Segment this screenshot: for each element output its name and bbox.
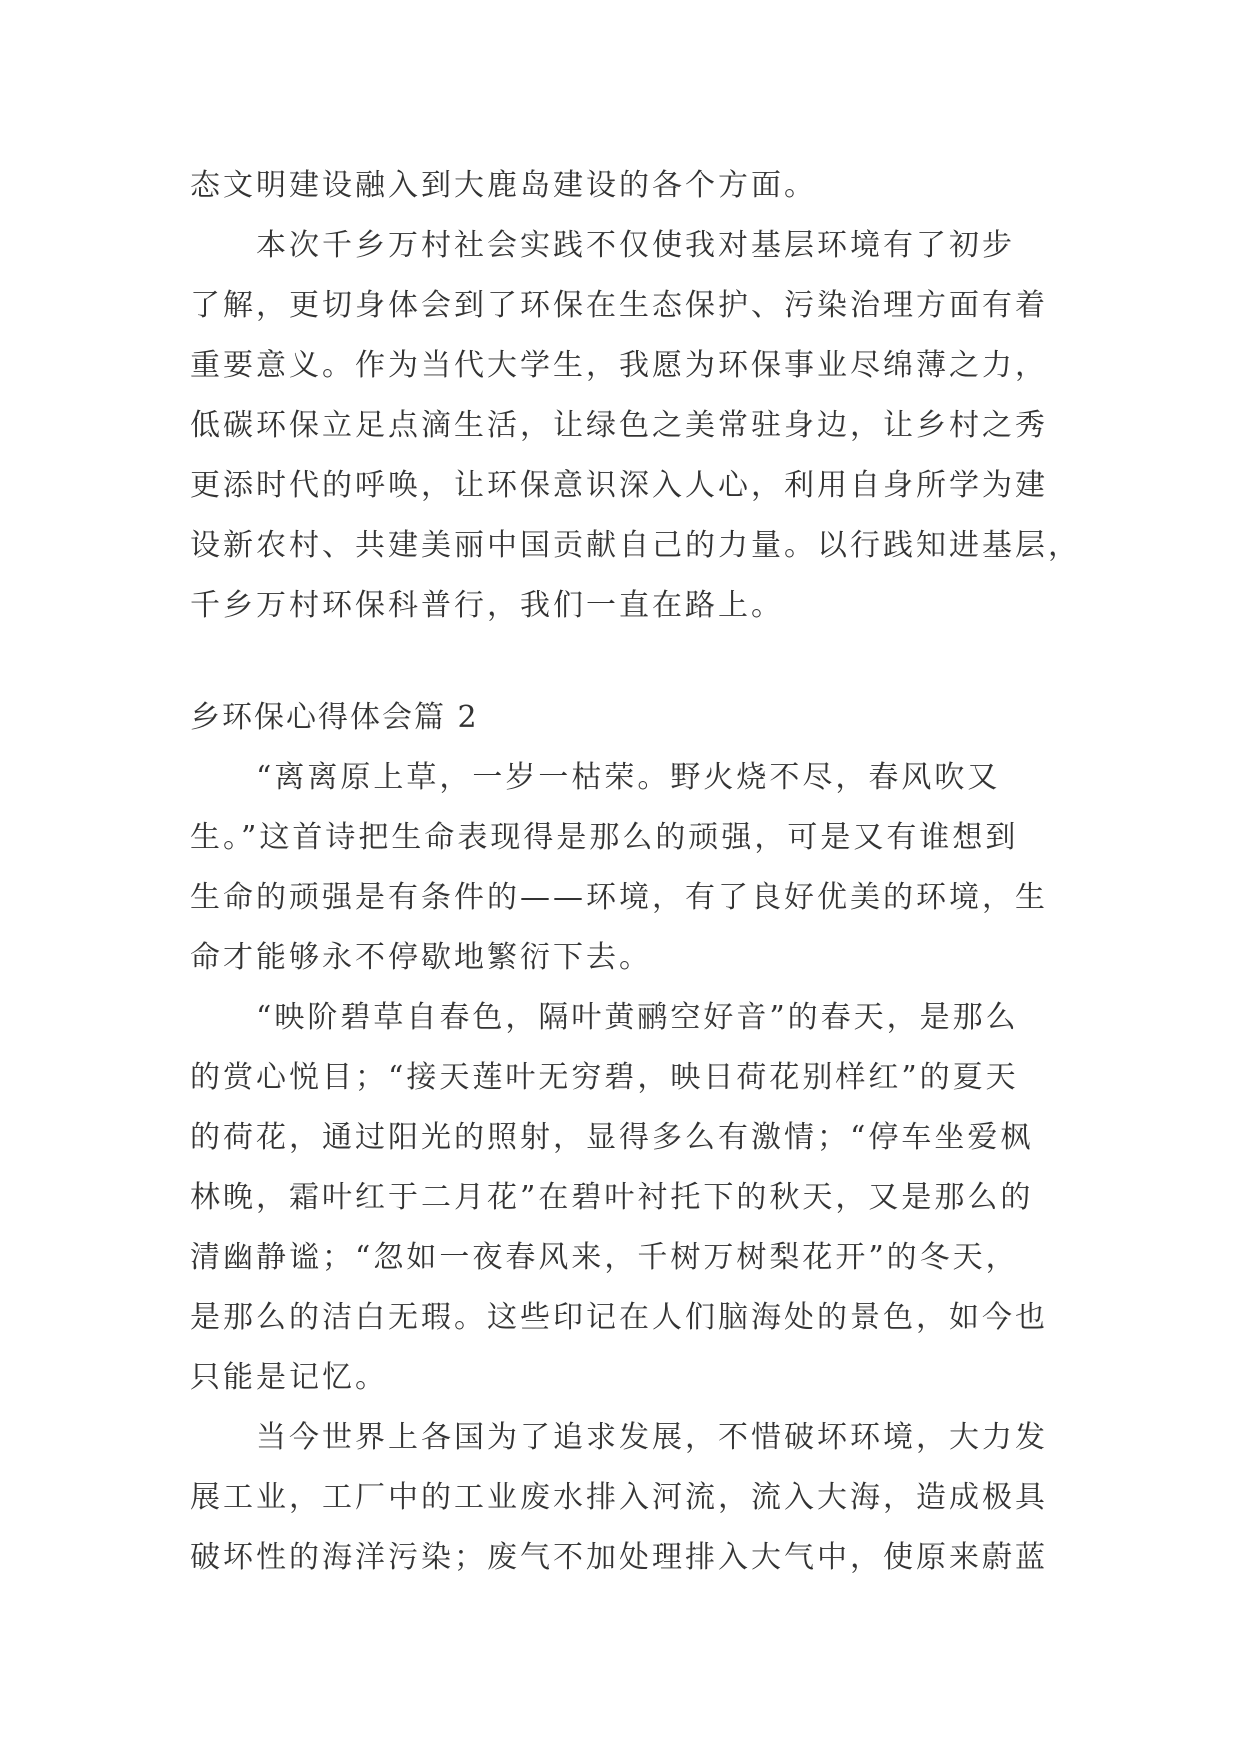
text-line: 的荷花，通过阳光的照射，显得多么有激情；“停车坐爱枫 [190, 1120, 1034, 1155]
text-line: “映阶碧草自春色，隔叶黄鹂空好音”的春天，是那么 [190, 1000, 1019, 1035]
text-line: 重要意义。作为当代大学生，我愿为环保事业尽绵薄之力， [190, 348, 1048, 383]
text-line: 本次千乡万村社会实践不仅使我对基层环境有了初步 [190, 228, 1015, 263]
text-line: 命才能够永不停歇地繁衍下去。 [190, 940, 652, 975]
section-heading: 乡环保心得体会篇 2 [190, 700, 479, 735]
text-line: 展工业，工厂中的工业废水排入河流，流入大海，造成极具 [190, 1480, 1048, 1515]
text-line: 了解，更切身体会到了环保在生态保护、污染治理方面有着 [190, 288, 1048, 323]
text-line: 更添时代的呼唤，让环保意识深入人心，利用自身所学为建 [190, 468, 1048, 503]
text-line: “离离原上草，一岁一枯荣。野火烧不尽，春风吹又 [190, 760, 1001, 795]
text-line: 只能是记忆。 [190, 1360, 388, 1395]
text-line: 生命的顽强是有条件的——环境，有了良好优美的环境，生 [190, 880, 1048, 915]
text-line: 是那么的洁白无瑕。这些印记在人们脑海处的景色，如今也 [190, 1300, 1048, 1335]
paragraph-block-2 [190, 748, 1050, 1588]
text-line: 态文明建设融入到大鹿岛建设的各个方面。 [190, 168, 817, 203]
text-line: 低碳环保立足点滴生活，让绿色之美常驻身边，让乡村之秀 [190, 408, 1048, 443]
text-line: 设新农村、共建美丽中国贡献自己的力量。以行践知进基层， [190, 528, 1081, 563]
paragraph-block-1 [190, 156, 1081, 636]
text-line: 破坏性的海洋污染；废气不加处理排入大气中，使原来蔚蓝 [190, 1540, 1048, 1575]
text-line: 生。”这首诗把生命表现得是那么的顽强，可是又有谁想到 [190, 820, 1019, 855]
text-line: 林晚，霜叶红于二月花”在碧叶衬托下的秋天，又是那么的 [190, 1180, 1034, 1215]
text-line: 清幽静谧；“忽如一夜春风来，千树万树梨花开”的冬天， [190, 1240, 1019, 1275]
text-line: 当今世界上各国为了追求发展，不惜破坏环境，大力发 [190, 1420, 1048, 1455]
text-line: 的赏心悦目；“接天莲叶无穷碧，映日荷花别样红”的夏天 [190, 1060, 1019, 1095]
text-line: 千乡万村环保科普行，我们一直在路上。 [190, 588, 784, 623]
